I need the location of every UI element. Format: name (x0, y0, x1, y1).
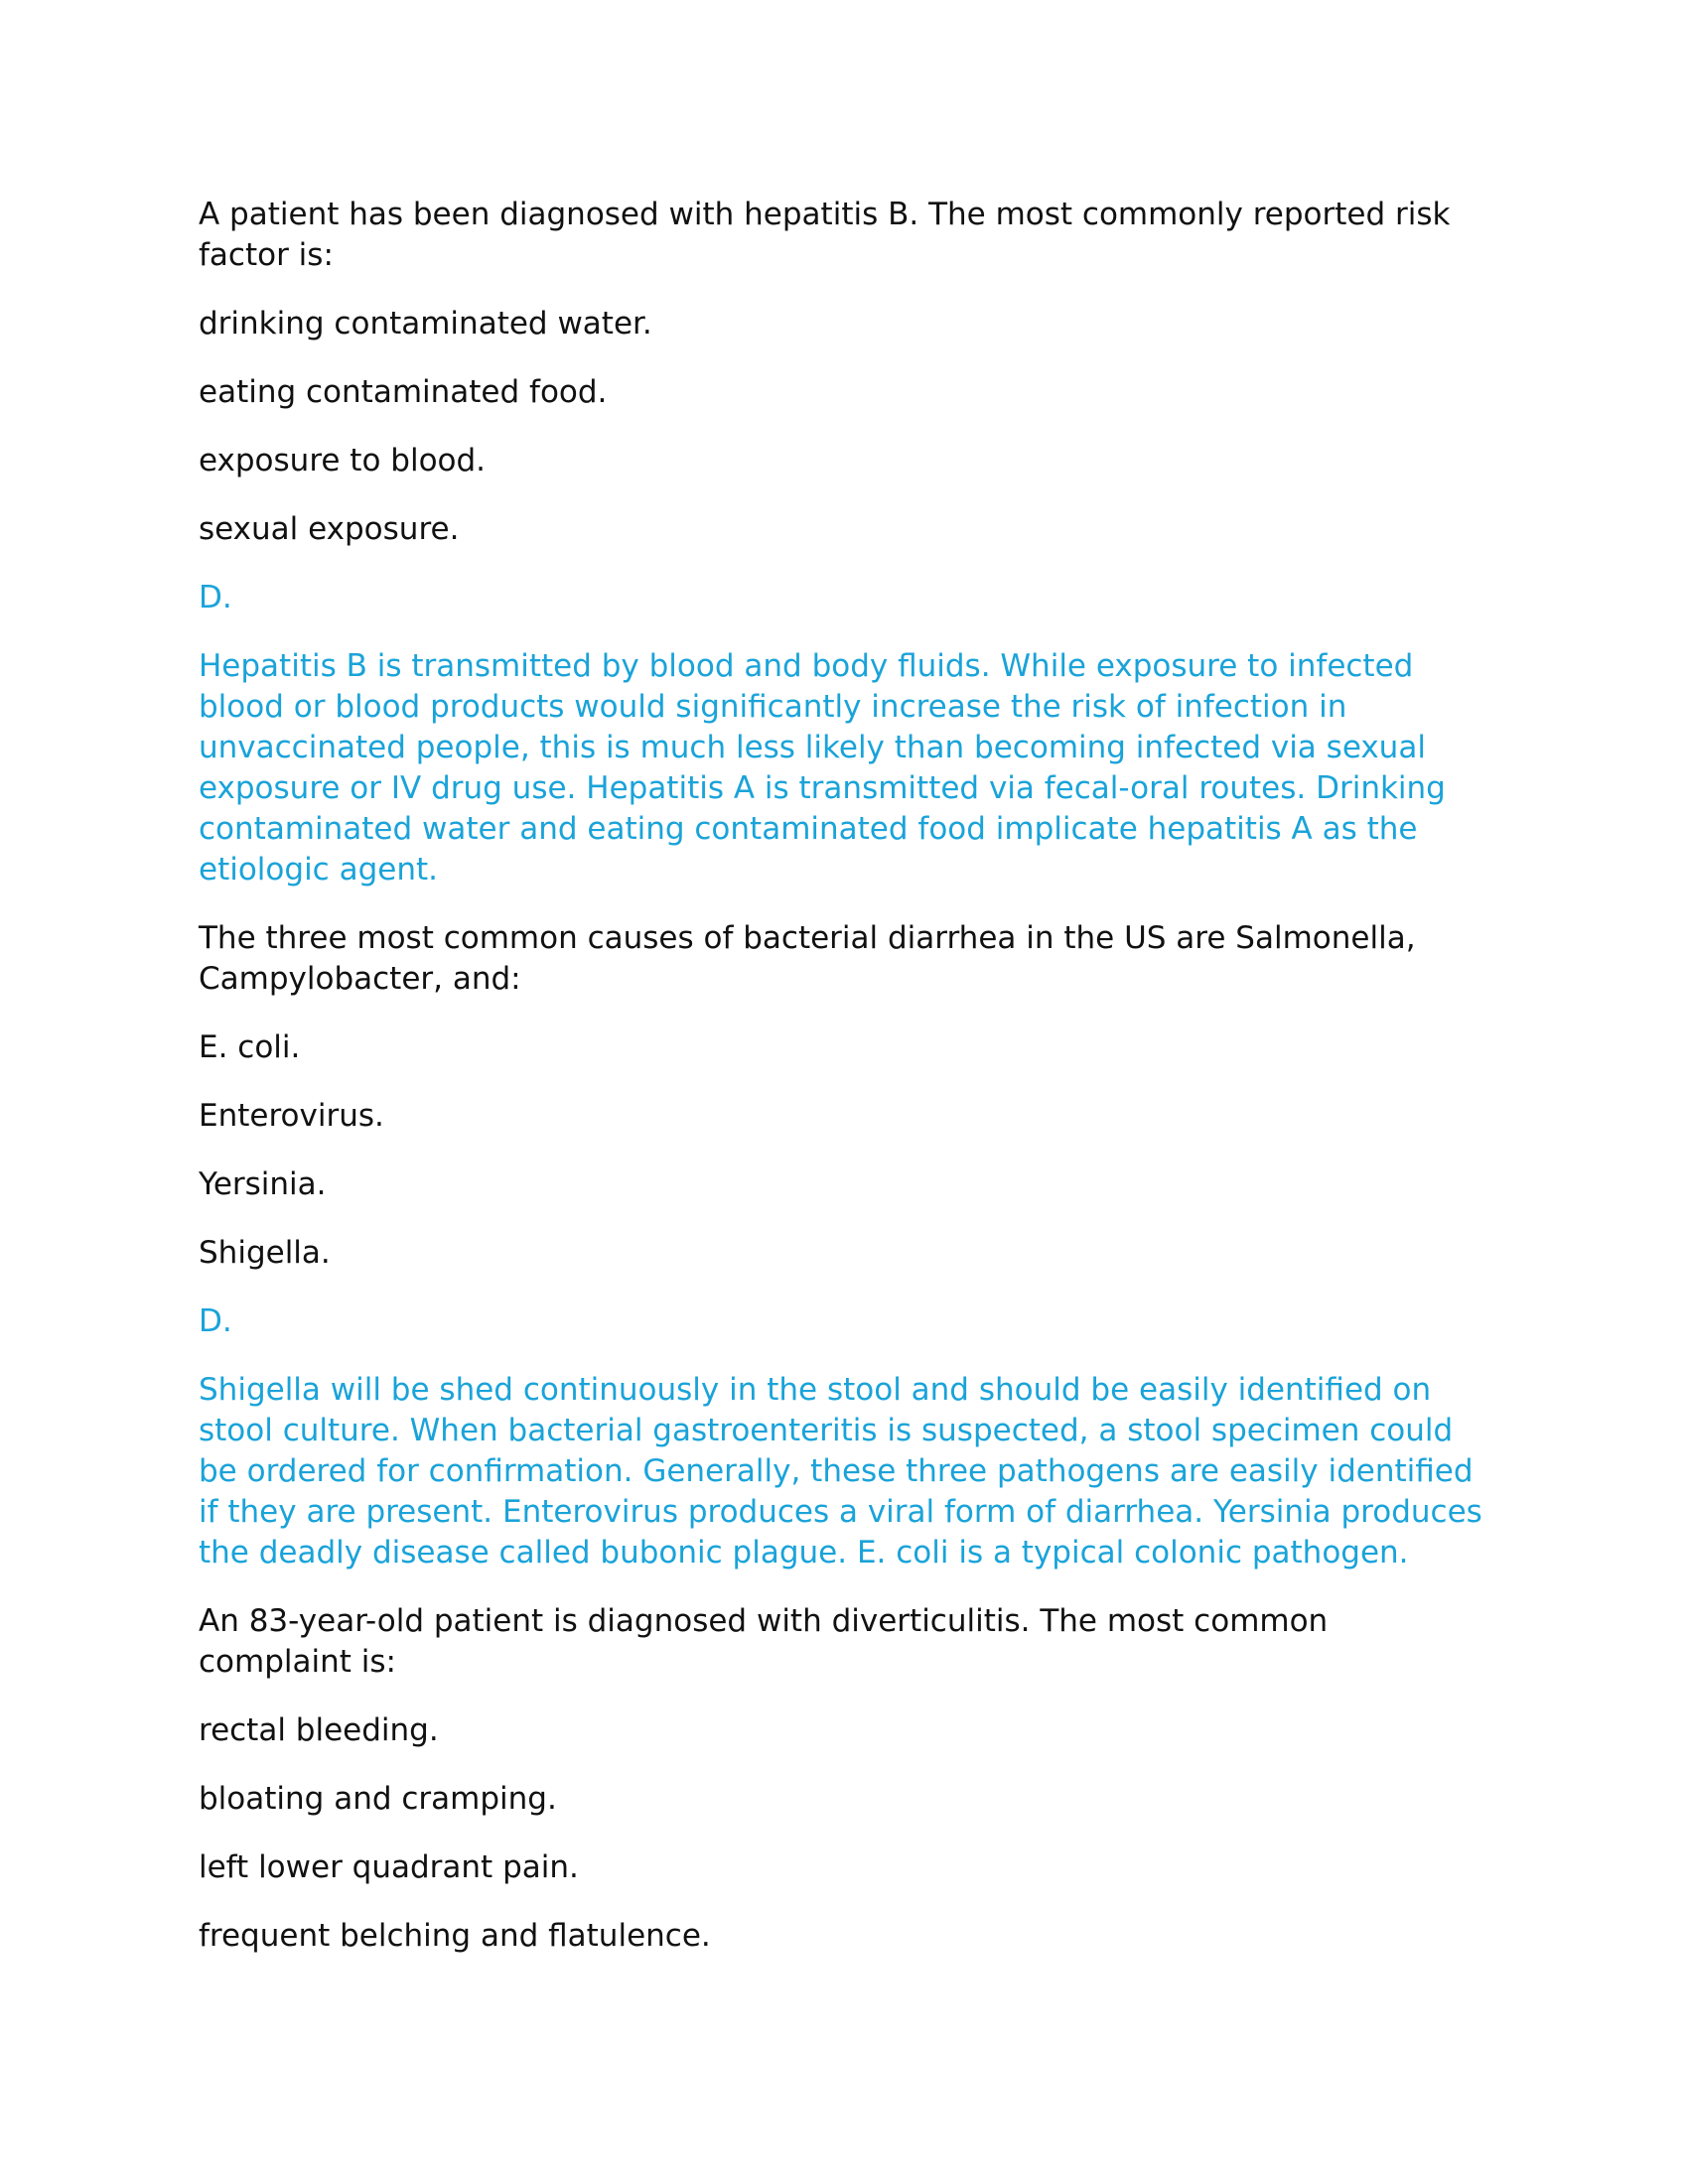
answer-option: Shigella. (199, 1235, 331, 1271)
answer-explanation: Hepatitis B is transmitted by blood and body fluids. While exposure to infected blood or blood products would significantly increase the risk of infection in unvaccinated people, this is much less likely than becoming infected via sexual exposure or IV drug use. Hepatitis A is transmitted via fecal-oral routes. Drinking contaminated water and eating contaminated food implicate hepatitis A as the etiologic agent. (199, 648, 1446, 887)
answer-option: drinking contaminated water. (199, 306, 652, 341)
answer-option: eating contaminated food. (199, 374, 608, 410)
document-page (199, 195, 1489, 1984)
answer-option: Yersinia. (199, 1166, 327, 1202)
correct-answer: D. (199, 1303, 232, 1339)
answer-option: E. coli. (199, 1029, 301, 1065)
question-stem: The three most common causes of bacterial diarrhea in the US are Salmonella, Campylobacter, and: (199, 920, 1416, 997)
answer-option: left lower quadrant pain. (199, 1849, 579, 1885)
answer-option: bloating and cramping. (199, 1781, 557, 1817)
answer-option: Enterovirus. (199, 1098, 384, 1134)
answer-option: exposure to blood. (199, 443, 487, 478)
correct-answer: D. (199, 580, 232, 615)
answer-option: rectal bleeding. (199, 1712, 439, 1748)
answer-option: sexual exposure. (199, 511, 460, 547)
answer-explanation: Shigella will be shed continuously in the stool and should be easily identified on stool culture. When bacterial gastroenteritis is suspected, a stool specimen could be ordered for confirmation. Generally, these three pathogens are easily identified if they are present. Enterovirus produces a viral form of diarrhea. Yersinia produces the deadly disease called bubonic plague. E. coli is a typical colonic pathogen. (199, 1372, 1482, 1570)
question-stem: An 83-year-old patient is diagnosed with diverticulitis. The most common complaint is: (199, 1603, 1329, 1680)
question-stem: A patient has been diagnosed with hepatitis B. The most commonly reported risk factor is: (199, 197, 1451, 273)
answer-option: frequent belching and flatulence. (199, 1918, 711, 1954)
